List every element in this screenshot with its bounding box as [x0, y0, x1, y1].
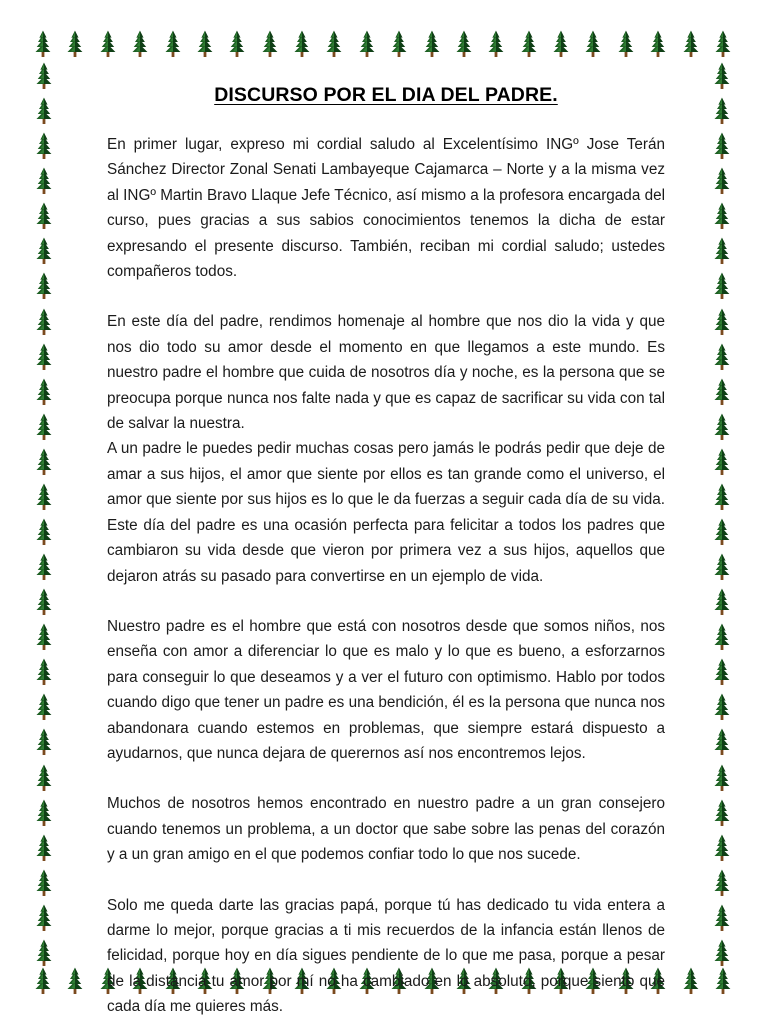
pine-tree-icon	[34, 904, 54, 932]
pine-tree-icon	[454, 30, 474, 58]
pine-tree-icon	[34, 343, 54, 371]
pine-tree-icon	[712, 97, 732, 125]
pine-tree-icon	[34, 799, 54, 827]
pine-tree-icon	[34, 308, 54, 336]
pine-tree-icon	[712, 448, 732, 476]
pine-tree-icon	[34, 378, 54, 406]
page-border-right	[711, 62, 733, 967]
pine-tree-icon	[648, 30, 668, 58]
pine-tree-icon	[583, 30, 603, 58]
pine-tree-icon	[34, 623, 54, 651]
pine-tree-icon	[712, 167, 732, 195]
pine-tree-icon	[34, 202, 54, 230]
pine-tree-icon	[712, 378, 732, 406]
pine-tree-icon	[34, 97, 54, 125]
pine-tree-icon	[712, 62, 732, 90]
page-title: DISCURSO POR EL DIA DEL PADRE.	[214, 84, 558, 106]
pine-tree-icon	[681, 30, 701, 58]
pine-tree-icon	[551, 30, 571, 58]
pine-tree-icon	[34, 834, 54, 862]
page-border-left	[33, 62, 55, 967]
pine-tree-icon	[65, 30, 85, 58]
pine-tree-icon	[712, 834, 732, 862]
pine-tree-icon	[34, 448, 54, 476]
pine-tree-icon	[34, 658, 54, 686]
pine-tree-icon	[195, 30, 215, 58]
pine-tree-icon	[616, 30, 636, 58]
pine-tree-icon	[519, 30, 539, 58]
pine-tree-icon	[34, 553, 54, 581]
paragraph-gracias: Solo me queda darte las gracias papá, porque tú has dedicado tu vida entera a darme lo mejor, porque gracias a ti mis recuerdos de la infancia están llenos de felicidad, porque hoy en día sigues pendiente de lo que me pasa, porque a pesar de la distancia tu amor por mí no ha cambiado en lo absoluto, porque siento que cada día me quieres más.	[107, 896, 665, 1016]
pine-tree-icon	[712, 904, 732, 932]
pine-tree-icon	[34, 132, 54, 160]
paragraph-homenaje: En este día del padre, rendimos homenaje al hombre que nos dio la vida y que nos dio todo su amor desde el momento en que llegamos a este mundo. Es nuestro padre el hombre que cuida de nosotros día y noche, es la persona que se preocupa porque nunca nos falte nada y que es capaz de sacrificar su vida con tal de salvar la nuestra.	[107, 313, 665, 433]
pine-tree-icon	[163, 30, 183, 58]
pine-tree-icon	[389, 30, 409, 58]
pine-tree-icon	[34, 764, 54, 792]
pine-tree-icon	[98, 30, 118, 58]
pine-tree-icon	[34, 728, 54, 756]
pine-tree-icon	[712, 132, 732, 160]
pine-tree-icon	[422, 30, 442, 58]
pine-tree-icon	[357, 30, 377, 58]
pine-tree-icon	[712, 518, 732, 546]
pine-tree-icon	[486, 30, 506, 58]
pine-tree-icon	[34, 167, 54, 195]
pine-tree-icon	[34, 483, 54, 511]
pine-tree-icon	[65, 967, 85, 995]
pine-tree-icon	[34, 518, 54, 546]
pine-tree-icon	[34, 272, 54, 300]
paragraph-saludo: En primer lugar, expreso mi cordial saludo al Excelentísimo INGº Jose Terán Sánchez Director Zonal Senati Lambayeque Cajamarca – Norte y a la misma vez al INGº Martin Bravo Llaque Jefe Técnico, así mismo a la profesora encargada del curso, pues gracias a sus sabios conocimientos tenemos la dicha de estar expresando el presente discurso. También, reciban mi cordial saludo; ustedes compañeros todos.	[107, 136, 665, 281]
pine-tree-icon	[712, 728, 732, 756]
document-body	[107, 84, 665, 1020]
pine-tree-icon	[713, 967, 733, 995]
paragraph-nuestro-padre: Nuestro padre es el hombre que está con nosotros desde que somos niños, nos enseña con amor a diferenciar lo que es malo y lo que es bueno, a esforzarnos para conseguir lo que deseamos y a ver el futuro con optimismo. Hablo por todos cuando digo que tener un padre es una bendición, él es la persona que nunca nos abandonara cuando estemos en problemas, que siempre estará dispuesto a ayudarnos, que nunca dejara de querernos así nos encontremos lejos.	[107, 617, 665, 762]
pine-tree-icon	[712, 623, 732, 651]
pine-tree-icon	[34, 588, 54, 616]
pine-tree-icon	[130, 30, 150, 58]
pine-tree-icon	[712, 308, 732, 336]
pine-tree-icon	[34, 939, 54, 967]
pine-tree-icon	[34, 413, 54, 441]
pine-tree-icon	[712, 799, 732, 827]
pine-tree-icon	[712, 553, 732, 581]
pine-tree-icon	[324, 30, 344, 58]
paragraph-list	[107, 132, 665, 1020]
pine-tree-icon	[712, 658, 732, 686]
pine-tree-icon	[712, 483, 732, 511]
pine-tree-icon	[34, 869, 54, 897]
pine-tree-icon	[712, 869, 732, 897]
paragraph-consejero: Muchos de nosotros hemos encontrado en nuestro padre a un gran consejero cuando tenemos un problema, a un doctor que sabe sobre las penas del corazón y a un gran amigo en el que podemos confiar todo lo que nos sucede.	[107, 795, 665, 864]
pine-tree-icon	[712, 764, 732, 792]
paragraph-amor-de-padre: A un padre le puedes pedir muchas cosas pero jamás le podrás pedir que deje de amar a sus hijos, el amor que siente por ellos es tan grande como el universo, el amor que siente por sus hijos es lo que le da fuerzas a seguir cada día de su vida. Este día del padre es una ocasión perfecta para felicitar a todos los padres que cambiaron su vida desde que vieron por primera vez a sus hijos, aquellos que dejaron atrás su pasado para convertirse en un ejemplo de vida.	[107, 440, 665, 585]
pine-tree-icon	[712, 939, 732, 967]
pine-tree-icon	[712, 202, 732, 230]
pine-tree-icon	[34, 62, 54, 90]
pine-tree-icon	[681, 967, 701, 995]
pine-tree-icon	[712, 343, 732, 371]
pine-tree-icon	[260, 30, 280, 58]
pine-tree-icon	[34, 693, 54, 721]
pine-tree-icon	[712, 237, 732, 265]
page-border-top	[33, 30, 733, 58]
pine-tree-icon	[33, 967, 53, 995]
pine-tree-icon	[712, 693, 732, 721]
pine-tree-icon	[34, 237, 54, 265]
pine-tree-icon	[712, 588, 732, 616]
pine-tree-icon	[227, 30, 247, 58]
pine-tree-icon	[33, 30, 53, 58]
pine-tree-icon	[713, 30, 733, 58]
pine-tree-icon	[712, 272, 732, 300]
pine-tree-icon	[712, 413, 732, 441]
pine-tree-icon	[292, 30, 312, 58]
